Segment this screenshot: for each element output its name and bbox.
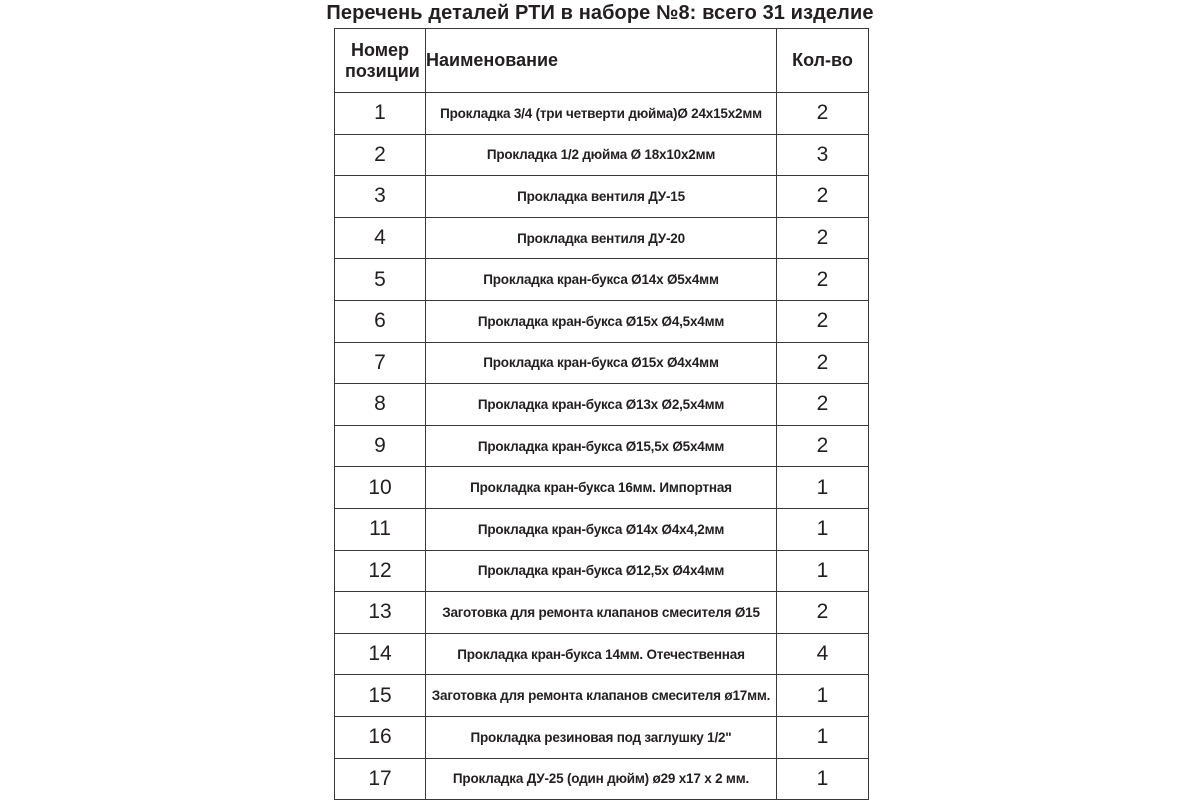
cell-qty: 2: [777, 300, 869, 342]
cell-qty: 1: [777, 675, 869, 717]
cell-name: Прокладка резиновая под заглушку 1/2": [426, 716, 777, 758]
cell-number: 11: [335, 508, 426, 550]
cell-number: 9: [335, 425, 426, 467]
cell-qty: 2: [777, 425, 869, 467]
cell-name: Прокладка вентиля ДУ-15: [426, 176, 777, 218]
cell-number: 17: [335, 758, 426, 800]
cell-name: Прокладка 3/4 (три четверти дюйма)Ø 24х15х2мм: [426, 93, 777, 135]
cell-qty: 2: [777, 342, 869, 384]
cell-name: Прокладка кран-букса Ø15х Ø4х4мм: [426, 342, 777, 384]
page-title: Перечень деталей РТИ в наборе №8: всего 31 изделие: [326, 2, 874, 24]
cell-number: 16: [335, 716, 426, 758]
table-row: [335, 342, 869, 384]
table-row: [335, 675, 869, 717]
cell-number: 3: [335, 176, 426, 218]
cell-number: 8: [335, 384, 426, 426]
cell-number: 1: [335, 93, 426, 135]
table-row: [335, 93, 869, 135]
header-row: [335, 29, 869, 93]
table-row: [335, 467, 869, 509]
header-number-text: Номер позиции: [345, 39, 420, 81]
header-number: [335, 29, 426, 93]
header-name: Наименование: [426, 29, 777, 93]
cell-qty: 1: [777, 467, 869, 509]
cell-qty: 2: [777, 259, 869, 301]
cell-name: Прокладка ДУ-25 (один дюйм) ø29 х17 х 2 мм.: [426, 758, 777, 800]
cell-name: Заготовка для ремонта клапанов смесителя Ø15: [426, 592, 777, 634]
cell-name: Прокладка кран-букса Ø13х Ø2,5х4мм: [426, 384, 777, 426]
cell-qty: 1: [777, 758, 869, 800]
cell-number: 15: [335, 675, 426, 717]
cell-qty: 2: [777, 93, 869, 135]
cell-number: 12: [335, 550, 426, 592]
header-qty: Кол-во: [777, 29, 869, 93]
cell-qty: 1: [777, 716, 869, 758]
cell-name: Заготовка для ремонта клапанов смесителя ø17мм.: [426, 675, 777, 717]
cell-qty: 2: [777, 176, 869, 218]
cell-qty: 4: [777, 633, 869, 675]
cell-number: 7: [335, 342, 426, 384]
cell-number: 13: [335, 592, 426, 634]
table-row: [335, 716, 869, 758]
cell-qty: 2: [777, 592, 869, 634]
cell-name: Прокладка кран-букса Ø15х Ø4,5х4мм: [426, 300, 777, 342]
cell-number: 10: [335, 467, 426, 509]
table-row: [335, 259, 869, 301]
cell-name: Прокладка вентиля ДУ-20: [426, 217, 777, 259]
table-header: [335, 29, 869, 93]
cell-name: Прокладка кран-букса Ø14х Ø4х4,2мм: [426, 508, 777, 550]
table-row: [335, 758, 869, 800]
table-row: [335, 176, 869, 218]
table-row: [335, 508, 869, 550]
cell-number: 5: [335, 259, 426, 301]
cell-name: Прокладка кран-букса 14мм. Отечественная: [426, 633, 777, 675]
cell-name: Прокладка кран-букса Ø15,5х Ø5х4мм: [426, 425, 777, 467]
table-row: [335, 425, 869, 467]
cell-number: 14: [335, 633, 426, 675]
cell-name: Прокладка 1/2 дюйма Ø 18х10х2мм: [426, 134, 777, 176]
cell-name: Прокладка кран-букса 16мм. Импортная: [426, 467, 777, 509]
cell-qty: 1: [777, 550, 869, 592]
cell-number: 4: [335, 217, 426, 259]
table-row: [335, 592, 869, 634]
cell-number: 2: [335, 134, 426, 176]
cell-qty: 2: [777, 384, 869, 426]
cell-qty: 1: [777, 508, 869, 550]
cell-number: 6: [335, 300, 426, 342]
table-row: [335, 300, 869, 342]
cell-name: Прокладка кран-букса Ø14х Ø5х4мм: [426, 259, 777, 301]
table-row: [335, 633, 869, 675]
cell-name: Прокладка кран-букса Ø12,5х Ø4х4мм: [426, 550, 777, 592]
table-body: [335, 93, 869, 800]
cell-qty: 2: [777, 217, 869, 259]
table-row: [335, 134, 869, 176]
table-row: [335, 384, 869, 426]
parts-table: [334, 28, 869, 800]
table-row: [335, 217, 869, 259]
table-row: [335, 550, 869, 592]
cell-qty: 3: [777, 134, 869, 176]
